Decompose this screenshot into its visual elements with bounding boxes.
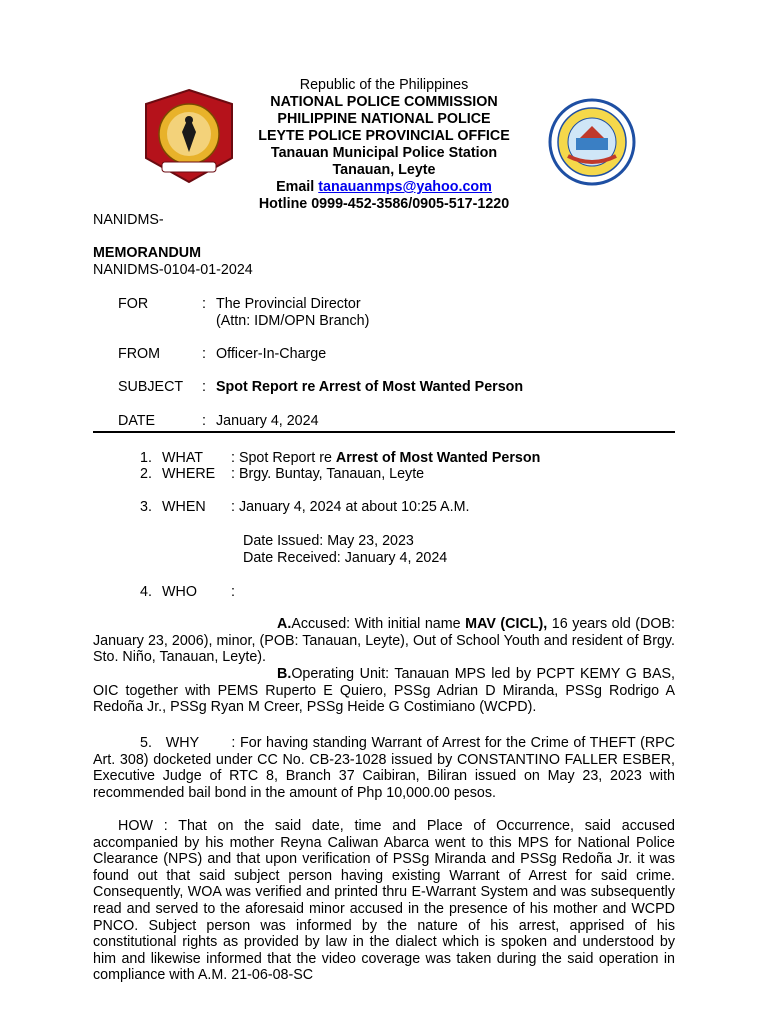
header-pnp: PHILIPPINE NATIONAL POLICE: [277, 111, 491, 127]
why-number: 5.: [140, 735, 152, 751]
who-b-text: Operating Unit: Tanauan MPS led by PCPT KEMY G BAS, OIC together with PEMS Ruperto E Quiero, PSSg Adrian D Miranda, PSSg Rodrigo A Redoña Jr., PSSg Ryan M Creer, PSSg Heide G Costimiano (WCPD).: [93, 666, 675, 716]
email-link[interactable]: tanauanmps@yahoo.com: [318, 179, 492, 195]
header-divider: [93, 431, 675, 433]
how-label: HOW: [118, 818, 153, 834]
item-where-value: : Brgy. Buntay, Tanauan, Leyte: [231, 466, 425, 482]
subject-value: Spot Report re Arrest of Most Wanted Person: [216, 379, 524, 395]
header-provincial-office: LEYTE POLICE PROVINCIAL OFFICE: [258, 128, 510, 144]
for-colon: :: [202, 296, 206, 312]
who-a-label: A.: [277, 616, 292, 632]
header-republic: Republic of the Philippines: [299, 77, 469, 93]
from-colon: :: [202, 346, 206, 362]
date-colon: :: [202, 413, 206, 429]
who-b-label: B.: [277, 666, 292, 682]
memo-ref-top: NANIDMS-: [93, 212, 164, 228]
header-station: Tanauan Municipal Police Station: [270, 145, 498, 161]
who-a-text2: 16 years old (DOB: January 23, 2006), minor, (POB: Tanauan, Leyte), Out of School Youth and resident of Brgy. Sto. Niño, Tanauan, Leyte).: [93, 616, 675, 666]
subject-label: SUBJECT: [118, 379, 184, 395]
header-email-line: [0, 179, 768, 196]
date-value: January 4, 2024: [216, 413, 319, 429]
why-label: WHY: [165, 735, 200, 751]
what-bold: Arrest of Most Wanted Person: [335, 450, 541, 466]
memo-title: MEMORANDUM: [93, 245, 202, 261]
who-a-text1: Accused: With initial name: [291, 616, 461, 632]
why-text: : For having standing Warrant of Arrest for the Crime of THEFT (RPC Art. 308) docketed under CC No. CB-23-1028 issued by CONSTANTINO FALLER ESBER, Executive Judge of RTC 8, Branch 37 Caibiran, Biliran issued on May 23, 2023 with recommended bail bond in the amount of Php 10,000.00 pesos.: [93, 735, 676, 801]
for-label: FOR: [118, 296, 149, 312]
how-text: : That on the said date, time and Place of Occurrence, said accused accompanied by his mother Reyna Caliwan Abarca went to this MPS for National Police Clearance (NPS) and that upon verification of PSSg Miranda and PSSg Redoña Jr. it was found out that said subject person having existing Warrant of Arrest for said crime. Consequently, WOA was verified and printed thru E-Warrant System and was subsequently read and served to the aforesaid minor accused in the presence of his mother and WCPD PNCO. Subject person was informed by the nature of his arrest, apprised of his constitutional rights as provided by law in the dialect which is spoken and understood by him and likewise informed that the video coverage was taken during the said operation in compliance with A.M. 21-06-08-SC: [93, 818, 675, 984]
for-attn: (Attn: IDM/OPN Branch): [216, 313, 370, 329]
date-issued: Date Issued: May 23, 2023: [243, 533, 414, 549]
item-when-value: : January 4, 2024 at about 10:25 A.M.: [231, 499, 470, 515]
subject-colon: :: [202, 379, 206, 395]
header-commission: NATIONAL POLICE COMMISSION: [270, 94, 498, 110]
date-received: Date Received: January 4, 2024: [243, 550, 448, 566]
from-label: FROM: [118, 346, 161, 362]
date-label: DATE: [118, 413, 156, 429]
item-what-label: WHAT: [162, 450, 204, 466]
from-value: Officer-In-Charge: [216, 346, 327, 362]
item-what-value: [231, 450, 540, 466]
what-prefix: : Spot Report re: [231, 450, 332, 466]
item-when-number: 3.: [140, 499, 152, 515]
header-location: Tanauan, Leyte: [332, 162, 436, 178]
why-paragraph: [93, 735, 675, 801]
header-hotline: Hotline 0999-452-3586/0905-517-1220: [258, 196, 510, 212]
how-paragraph: [93, 818, 675, 984]
item-who-number: 4.: [140, 584, 152, 600]
item-where-label: WHERE: [162, 466, 216, 482]
who-a-bold: MAV (CICL),: [465, 616, 548, 632]
for-value: The Provincial Director: [216, 296, 361, 312]
email-label: Email: [276, 179, 315, 195]
item-where-number: 2.: [140, 466, 152, 482]
item-what-number: 1.: [140, 450, 152, 466]
item-when-label: WHEN: [162, 499, 206, 515]
who-operating-unit-paragraph: [93, 666, 675, 716]
who-accused-paragraph: [93, 616, 675, 666]
memo-number: NANIDMS-0104-01-2024: [93, 262, 253, 278]
item-who-colon: :: [231, 584, 235, 600]
item-who-label: WHO: [162, 584, 197, 600]
